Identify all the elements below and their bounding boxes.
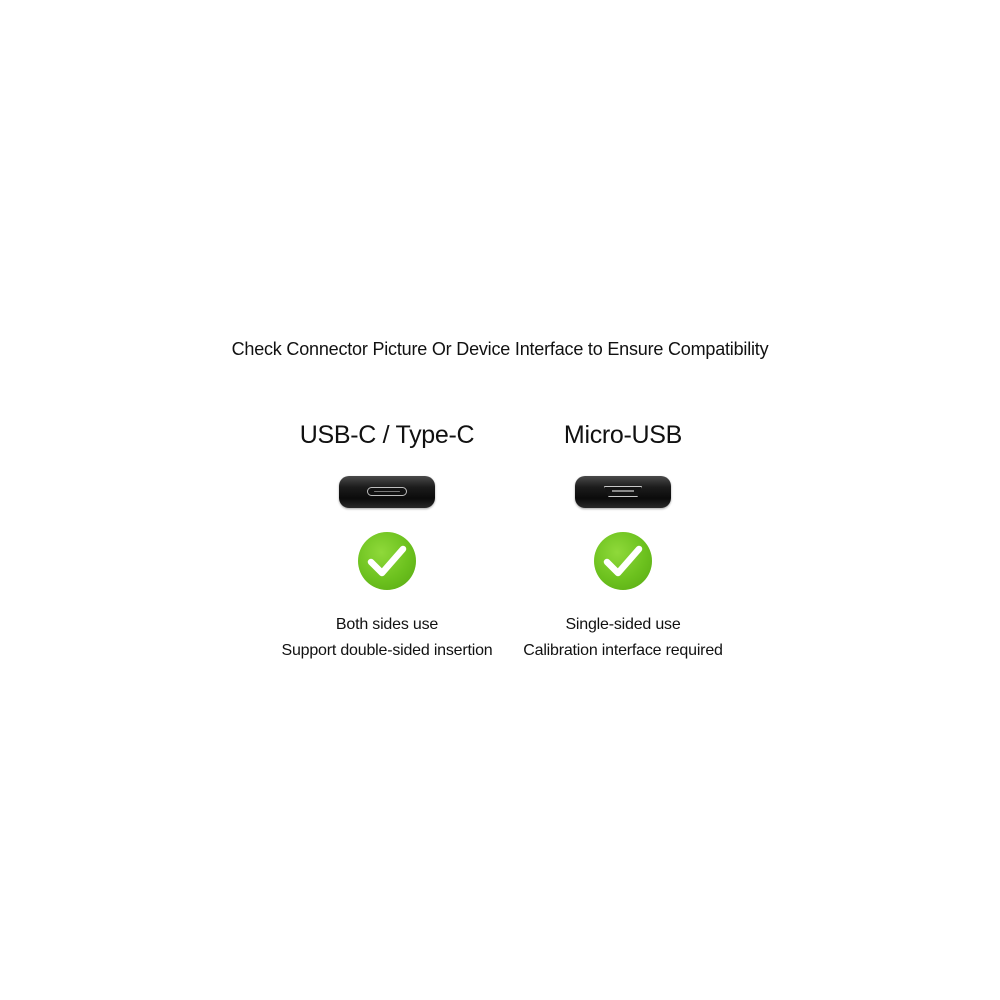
usb-c-connector — [257, 476, 517, 510]
micro-usb-description — [493, 612, 753, 664]
usb-c-column — [257, 418, 517, 664]
usb-c-desc-line2: Support double-sided insertion — [281, 642, 493, 659]
micro-usb-column — [493, 418, 753, 664]
headline: Check Connector Picture Or Device Interface to Ensure Compatibility — [231, 339, 769, 359]
check-icon — [358, 532, 416, 590]
micro-usb-desc-line2: Calibration interface required — [523, 642, 723, 659]
usb-c-desc-line1: Both sides use — [335, 616, 439, 633]
micro-usb-connector — [493, 476, 753, 510]
micro-usb-title: Micro-USB — [563, 421, 683, 449]
micro-usb-desc-line1: Single-sided use — [565, 616, 681, 633]
check-icon — [594, 532, 652, 590]
usb-c-port-icon — [339, 476, 435, 508]
usb-c-description — [257, 612, 517, 664]
usb-c-title: USB-C / Type-C — [299, 421, 475, 449]
micro-usb-port-icon — [575, 476, 671, 508]
